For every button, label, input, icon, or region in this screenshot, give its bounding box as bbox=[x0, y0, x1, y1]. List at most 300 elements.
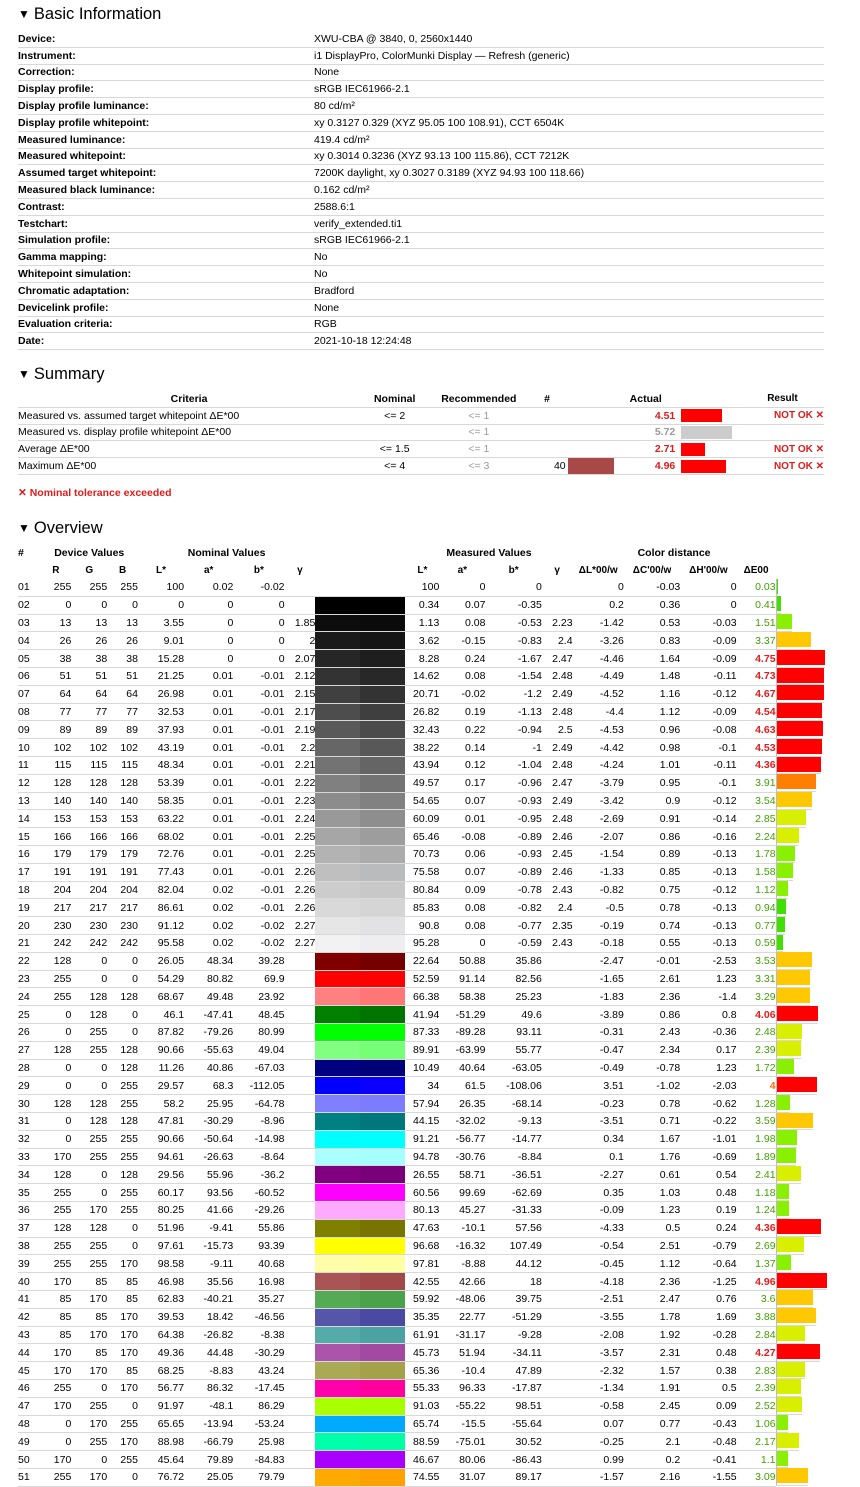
cell-mL: 42.55 bbox=[405, 1273, 439, 1291]
cell-nb: 86.29 bbox=[233, 1397, 284, 1415]
cell-nL: 72.76 bbox=[138, 846, 184, 864]
cell-R: 128 bbox=[41, 1166, 72, 1184]
cell-mg bbox=[542, 1415, 573, 1433]
cell-dH: -0.22 bbox=[680, 1113, 736, 1131]
cell-nL: 26.98 bbox=[138, 685, 184, 703]
cell-B: 128 bbox=[107, 1059, 138, 1077]
cell-na: 35.56 bbox=[184, 1273, 233, 1291]
cell-mb: -1.04 bbox=[485, 757, 541, 775]
basic-info-label: Measured luminance: bbox=[18, 131, 314, 148]
cell-nL: 76.72 bbox=[138, 1468, 184, 1486]
cell-nb: -0.01 bbox=[233, 757, 284, 775]
cell-dL: -0.19 bbox=[573, 917, 624, 935]
measured-color-patch bbox=[360, 1273, 405, 1290]
cell-mb: 98.51 bbox=[485, 1397, 541, 1415]
cell-nL: 87.82 bbox=[138, 1024, 184, 1042]
cell-R: 85 bbox=[41, 1326, 72, 1344]
delta-e-bar-cell bbox=[776, 1148, 796, 1166]
cell-B: 170 bbox=[107, 1433, 138, 1451]
cell-B: 51 bbox=[107, 668, 138, 686]
cell-B: 89 bbox=[107, 721, 138, 739]
nominal-tolerance-note: ✕ Nominal tolerance exceeded bbox=[18, 487, 172, 499]
patch-swatch bbox=[315, 882, 405, 899]
cell-mg: 2.46 bbox=[542, 828, 573, 846]
cell-ng bbox=[285, 1041, 316, 1059]
overview-sub-mb: b* bbox=[508, 564, 519, 576]
cell-dL: -0.82 bbox=[573, 881, 624, 899]
patch-swatch-cell bbox=[315, 952, 405, 970]
cell-nb: 55.86 bbox=[233, 1219, 284, 1237]
patch-number: 46 bbox=[18, 1379, 41, 1397]
delta-e-bar-cell bbox=[776, 1077, 817, 1095]
cell-ng bbox=[285, 1201, 316, 1219]
delta-e-bar-cell bbox=[776, 1006, 818, 1024]
delta-e-value: 2.52 bbox=[737, 1397, 776, 1415]
cell-G: 77 bbox=[71, 703, 107, 721]
delta-e-bar-cell bbox=[776, 899, 786, 917]
summary-heading[interactable]: ▼ Summary bbox=[18, 365, 105, 383]
cell-ma: 51.94 bbox=[439, 1344, 485, 1362]
cell-R: 26 bbox=[41, 632, 72, 650]
delta-e-bar bbox=[777, 1415, 788, 1430]
cell-R: 255 bbox=[41, 1237, 72, 1255]
cell-dL: 0.34 bbox=[573, 1130, 624, 1148]
cell-mL: 95.28 bbox=[405, 935, 439, 953]
patch-swatch bbox=[315, 1433, 405, 1450]
cell-dH: -0.14 bbox=[680, 810, 736, 828]
overview-row bbox=[18, 774, 832, 792]
cell-ma: 0.24 bbox=[439, 650, 485, 668]
cell-mg: 2.45 bbox=[542, 846, 573, 864]
patch-swatch bbox=[315, 1273, 405, 1290]
overview-row bbox=[18, 703, 832, 721]
patch-swatch-cell bbox=[315, 721, 405, 739]
overview-row bbox=[18, 632, 832, 650]
cell-nL: 97.61 bbox=[138, 1237, 184, 1255]
cell-ng: 2.27 bbox=[285, 935, 316, 953]
overview-sub-swatch bbox=[315, 562, 405, 579]
cell-dC: 0.71 bbox=[624, 1113, 680, 1131]
cell-G: 255 bbox=[71, 1041, 107, 1059]
cell-dH: -2.53 bbox=[680, 952, 736, 970]
summary-recommended: <= 1 bbox=[429, 424, 528, 441]
delta-e-bar bbox=[777, 1006, 818, 1021]
cell-dC: 0.53 bbox=[624, 614, 680, 632]
cell-mL: 70.73 bbox=[405, 846, 439, 864]
cell-ng: 2.23 bbox=[285, 792, 316, 810]
patch-swatch bbox=[315, 1184, 405, 1201]
cell-ng bbox=[285, 988, 316, 1006]
patch-swatch bbox=[315, 632, 405, 649]
cell-mb: 44.12 bbox=[485, 1255, 541, 1273]
patch-number: 29 bbox=[18, 1077, 41, 1095]
nominal-color-patch bbox=[315, 971, 360, 988]
delta-e-bar bbox=[777, 721, 823, 736]
cell-dH: -0.16 bbox=[680, 828, 736, 846]
overview-row bbox=[18, 988, 832, 1006]
patch-swatch bbox=[315, 1006, 405, 1023]
summary-nominal: <= 4 bbox=[360, 458, 429, 475]
delta-e-bar bbox=[777, 1290, 813, 1305]
delta-e-value: 3.59 bbox=[737, 1113, 776, 1131]
delta-e-bar bbox=[777, 846, 795, 861]
cell-mL: 65.46 bbox=[405, 828, 439, 846]
patch-number: 16 bbox=[18, 846, 41, 864]
patch-number: 18 bbox=[18, 881, 41, 899]
cell-ng bbox=[285, 1290, 316, 1308]
cell-mb: -1.13 bbox=[485, 703, 541, 721]
cell-mg bbox=[542, 988, 573, 1006]
overview-row bbox=[18, 917, 832, 935]
cell-nb: -0.01 bbox=[233, 668, 284, 686]
delta-e-value: 0.41 bbox=[737, 596, 776, 614]
cell-mg: 2.5 bbox=[542, 721, 573, 739]
cell-ma: 0.17 bbox=[439, 774, 485, 792]
cell-na: -66.79 bbox=[184, 1433, 233, 1451]
cell-dH: -0.09 bbox=[680, 703, 736, 721]
basic-info-table bbox=[18, 31, 824, 350]
measured-color-patch bbox=[360, 757, 405, 774]
cell-mb: -51.29 bbox=[485, 1308, 541, 1326]
cell-G: 0 bbox=[71, 952, 107, 970]
delta-e-value: 2.84 bbox=[737, 1326, 776, 1344]
cell-na: 18.42 bbox=[184, 1308, 233, 1326]
overview-sub-num bbox=[18, 562, 41, 579]
cell-dL: -0.5 bbox=[573, 899, 624, 917]
cell-B: 242 bbox=[107, 935, 138, 953]
basic-info-row bbox=[18, 64, 824, 81]
patch-swatch-cell bbox=[315, 1379, 405, 1397]
overview-col-num: # bbox=[18, 547, 24, 560]
measured-color-patch bbox=[360, 1255, 405, 1272]
measured-color-patch bbox=[360, 1327, 405, 1344]
cell-G: 166 bbox=[71, 828, 107, 846]
cell-mg bbox=[542, 1184, 573, 1202]
patch-swatch-cell bbox=[315, 1024, 405, 1042]
cell-mg bbox=[542, 579, 573, 597]
patch-swatch bbox=[315, 650, 405, 667]
cell-mb: -0.89 bbox=[485, 828, 541, 846]
overview-heading[interactable]: ▼ Overview bbox=[18, 519, 103, 537]
cell-dC: 0.77 bbox=[624, 1415, 680, 1433]
cell-nb: -53.24 bbox=[233, 1415, 284, 1433]
cell-mL: 60.09 bbox=[405, 810, 439, 828]
overview-row bbox=[18, 1130, 832, 1148]
cell-nb: -46.56 bbox=[233, 1308, 284, 1326]
patch-number: 51 bbox=[18, 1468, 41, 1486]
delta-e-bar-cell bbox=[776, 1095, 790, 1113]
basic-info-row bbox=[18, 148, 824, 165]
cell-nb: -14.98 bbox=[233, 1130, 284, 1148]
overview-row bbox=[18, 1113, 832, 1131]
basic-info-label: Display profile whitepoint: bbox=[18, 114, 314, 131]
cell-mL: 80.13 bbox=[405, 1201, 439, 1219]
cell-G: 85 bbox=[71, 1308, 107, 1326]
delta-e-value: 4.75 bbox=[737, 650, 776, 668]
summary-bar-cell bbox=[675, 407, 741, 424]
nominal-color-patch bbox=[315, 1309, 360, 1326]
cell-mb: -0.96 bbox=[485, 774, 541, 792]
basic-info-row bbox=[18, 249, 824, 266]
cell-dC: -0.03 bbox=[624, 579, 680, 597]
patch-number: 12 bbox=[18, 774, 41, 792]
cell-na: 0 bbox=[184, 614, 233, 632]
summary-actual: 2.71 bbox=[616, 441, 675, 458]
overview-sub-G: G bbox=[85, 564, 94, 576]
delta-e-value: 1.18 bbox=[737, 1184, 776, 1202]
cell-na: -9.41 bbox=[184, 1219, 233, 1237]
delta-e-bar-cell bbox=[776, 650, 825, 668]
cell-G: 255 bbox=[71, 1024, 107, 1042]
cell-ng: 2.26 bbox=[285, 899, 316, 917]
cell-dC: 1.91 bbox=[624, 1379, 680, 1397]
patch-swatch bbox=[315, 721, 405, 738]
patch-number: 11 bbox=[18, 757, 41, 775]
nominal-color-patch bbox=[315, 686, 360, 703]
swatch-patch bbox=[568, 458, 591, 474]
overview-sub-ma: a* bbox=[457, 564, 468, 576]
overview-group-bar bbox=[776, 545, 832, 562]
cell-mg: 2.4 bbox=[542, 899, 573, 917]
cell-ng: 2.26 bbox=[285, 881, 316, 899]
basic-info-label: Simulation profile: bbox=[18, 232, 314, 249]
cell-na: 0.02 bbox=[184, 579, 233, 597]
delta-e-value: 2.69 bbox=[737, 1237, 776, 1255]
cell-mb: -0.95 bbox=[485, 810, 541, 828]
measured-color-patch bbox=[360, 917, 405, 934]
cell-G: 0 bbox=[71, 1166, 107, 1184]
cell-G: 255 bbox=[71, 1148, 107, 1166]
cell-B: 255 bbox=[107, 1130, 138, 1148]
cell-dH: 0.8 bbox=[680, 1006, 736, 1024]
delta-e-bar bbox=[777, 739, 822, 754]
cell-mg: 2.49 bbox=[542, 792, 573, 810]
cell-R: 0 bbox=[41, 1113, 72, 1131]
cell-ma: -10.4 bbox=[439, 1362, 485, 1380]
patch-swatch-cell bbox=[315, 792, 405, 810]
basic-info-heading[interactable]: ▼ Basic Information bbox=[18, 5, 162, 23]
basic-info-row bbox=[18, 182, 824, 199]
overview-row bbox=[18, 1024, 832, 1042]
cell-dL: -2.69 bbox=[573, 810, 624, 828]
cell-B: 128 bbox=[107, 988, 138, 1006]
overview-row bbox=[18, 1468, 832, 1486]
cell-ng bbox=[285, 1308, 316, 1326]
overview-sub-dL: ΔL*00/w bbox=[578, 564, 618, 576]
cell-mg: 2.47 bbox=[542, 774, 573, 792]
cell-ng bbox=[285, 1166, 316, 1184]
cell-nL: 51.96 bbox=[138, 1219, 184, 1237]
patch-number: 50 bbox=[18, 1451, 41, 1469]
cell-ma: 31.07 bbox=[439, 1468, 485, 1486]
cell-ma: 99.69 bbox=[439, 1184, 485, 1202]
cell-mL: 97.81 bbox=[405, 1255, 439, 1273]
cell-nL: 95.58 bbox=[138, 935, 184, 953]
basic-info-row bbox=[18, 282, 824, 299]
cell-mb: -8.84 bbox=[485, 1148, 541, 1166]
cell-R: 115 bbox=[41, 757, 72, 775]
cell-R: 255 bbox=[41, 988, 72, 1006]
cell-G: 128 bbox=[71, 1095, 107, 1113]
patch-number: 13 bbox=[18, 792, 41, 810]
cell-ma: 58.38 bbox=[439, 988, 485, 1006]
cell-mL: 22.64 bbox=[405, 952, 439, 970]
cell-ng bbox=[285, 1184, 316, 1202]
overview-row bbox=[18, 1326, 832, 1344]
delta-e-bar bbox=[777, 1024, 802, 1039]
cell-mg bbox=[542, 1041, 573, 1059]
summary-row bbox=[18, 424, 824, 441]
cell-mg bbox=[542, 1451, 573, 1469]
cell-dH: 0.09 bbox=[680, 1397, 736, 1415]
nominal-color-patch bbox=[315, 1042, 360, 1059]
cell-dC: 1.03 bbox=[624, 1184, 680, 1202]
cell-B: 0 bbox=[107, 970, 138, 988]
cell-ma: -0.02 bbox=[439, 685, 485, 703]
summary-col-num: # bbox=[528, 391, 565, 407]
patch-swatch bbox=[315, 864, 405, 881]
overview-sub-mg: γ bbox=[554, 564, 560, 576]
cell-nL: 88.98 bbox=[138, 1433, 184, 1451]
cell-ng bbox=[285, 1148, 316, 1166]
cell-ng: 2.24 bbox=[285, 810, 316, 828]
cell-ng bbox=[285, 1219, 316, 1237]
cell-nb: 23.92 bbox=[233, 988, 284, 1006]
measured-color-patch bbox=[360, 1095, 405, 1112]
cell-dC: 2.51 bbox=[624, 1237, 680, 1255]
overview-group-header-row bbox=[18, 545, 832, 562]
cell-dL: 0 bbox=[573, 579, 624, 597]
cell-R: 128 bbox=[41, 1219, 72, 1237]
cell-B: 38 bbox=[107, 650, 138, 668]
cell-dH: 0 bbox=[680, 579, 736, 597]
nominal-color-patch bbox=[315, 1166, 360, 1183]
patch-swatch-cell bbox=[315, 1397, 405, 1415]
measured-color-patch bbox=[360, 988, 405, 1005]
summary-bar bbox=[681, 409, 722, 422]
cell-B: 0 bbox=[107, 1219, 138, 1237]
summary-criteria: Average ΔE*00 bbox=[18, 441, 360, 458]
delta-e-bar bbox=[777, 899, 786, 914]
cell-B: 0 bbox=[107, 952, 138, 970]
cell-mb: -1.67 bbox=[485, 650, 541, 668]
cell-ng bbox=[285, 1468, 316, 1486]
cell-ma: 0.12 bbox=[439, 757, 485, 775]
cell-dL: -0.54 bbox=[573, 1237, 624, 1255]
cell-mg bbox=[542, 1397, 573, 1415]
measured-color-patch bbox=[360, 632, 405, 649]
delta-e-bar bbox=[777, 1130, 797, 1145]
cell-ng bbox=[285, 1024, 316, 1042]
cell-na: 49.48 bbox=[184, 988, 233, 1006]
delta-e-value: 0.94 bbox=[737, 899, 776, 917]
patch-swatch bbox=[315, 988, 405, 1005]
cell-mb: -0.83 bbox=[485, 632, 541, 650]
cell-dH: 0.76 bbox=[680, 1290, 736, 1308]
delta-e-bar-cell bbox=[776, 579, 778, 597]
cell-mb: -86.43 bbox=[485, 1451, 541, 1469]
cell-mb: -9.28 bbox=[485, 1326, 541, 1344]
delta-e-bar-cell bbox=[776, 1273, 827, 1291]
nominal-color-patch bbox=[315, 810, 360, 827]
measured-color-patch bbox=[360, 1131, 405, 1148]
patch-number: 07 bbox=[18, 685, 41, 703]
cell-mb: 18 bbox=[485, 1273, 541, 1291]
cell-ng: 2.25 bbox=[285, 828, 316, 846]
delta-e-bar bbox=[777, 988, 810, 1003]
cell-G: 85 bbox=[71, 1344, 107, 1362]
cell-dH: -0.1 bbox=[680, 774, 736, 792]
overview-sub-bar bbox=[776, 562, 832, 579]
cell-mg: 2.48 bbox=[542, 757, 573, 775]
delta-e-bar-cell bbox=[776, 863, 793, 881]
cell-ng bbox=[285, 1273, 316, 1291]
summary-col-result: Result bbox=[741, 391, 824, 407]
cell-mb: -68.14 bbox=[485, 1095, 541, 1113]
cell-nL: 46.98 bbox=[138, 1273, 184, 1291]
cell-dH: -0.43 bbox=[680, 1415, 736, 1433]
cell-mL: 85.83 bbox=[405, 899, 439, 917]
cell-dH: -0.64 bbox=[680, 1255, 736, 1273]
cell-mb: -63.05 bbox=[485, 1059, 541, 1077]
patch-swatch-cell bbox=[315, 1433, 405, 1451]
cell-ma: 80.06 bbox=[439, 1451, 485, 1469]
cell-R: 0 bbox=[41, 1077, 72, 1095]
basic-info-row bbox=[18, 299, 824, 316]
cell-na: 25.05 bbox=[184, 1468, 233, 1486]
delta-e-bar bbox=[777, 1308, 816, 1323]
cell-mb: -0.77 bbox=[485, 917, 541, 935]
cell-dC: 1.67 bbox=[624, 1130, 680, 1148]
cell-dC: 0.98 bbox=[624, 739, 680, 757]
cell-ng bbox=[285, 952, 316, 970]
patch-swatch-cell bbox=[315, 1059, 405, 1077]
cell-nb: -8.64 bbox=[233, 1148, 284, 1166]
patch-number: 37 bbox=[18, 1219, 41, 1237]
cell-G: 128 bbox=[71, 1113, 107, 1131]
cell-ma: 45.27 bbox=[439, 1201, 485, 1219]
cell-ng: 2.07 bbox=[285, 650, 316, 668]
delta-e-value: 4.96 bbox=[737, 1273, 776, 1291]
cell-dL: 0.99 bbox=[573, 1451, 624, 1469]
delta-e-bar-cell bbox=[776, 685, 824, 703]
measured-color-patch bbox=[360, 1433, 405, 1450]
cell-nL: 56.77 bbox=[138, 1379, 184, 1397]
cell-nb: -17.45 bbox=[233, 1379, 284, 1397]
cell-mg bbox=[542, 1273, 573, 1291]
cell-mg bbox=[542, 952, 573, 970]
basic-info-label: Correction: bbox=[18, 64, 314, 81]
cell-G: 255 bbox=[71, 1237, 107, 1255]
patch-swatch-cell bbox=[315, 988, 405, 1006]
cell-dL: -0.31 bbox=[573, 1024, 624, 1042]
cell-G: 170 bbox=[71, 1290, 107, 1308]
overview-row bbox=[18, 1184, 832, 1202]
cell-mg bbox=[542, 1166, 573, 1184]
cell-dL: -4.24 bbox=[573, 757, 624, 775]
cell-mL: 32.43 bbox=[405, 721, 439, 739]
basic-info-row bbox=[18, 165, 824, 182]
cell-dL: -0.23 bbox=[573, 1095, 624, 1113]
delta-e-value: 1.24 bbox=[737, 1201, 776, 1219]
delta-e-value: 1.06 bbox=[737, 1415, 776, 1433]
cell-dC: 2.45 bbox=[624, 1397, 680, 1415]
cell-dL: 0.07 bbox=[573, 1415, 624, 1433]
delta-e-value: 2.17 bbox=[737, 1433, 776, 1451]
patch-number: 02 bbox=[18, 596, 41, 614]
patch-number: 33 bbox=[18, 1148, 41, 1166]
nominal-color-patch bbox=[315, 650, 360, 667]
